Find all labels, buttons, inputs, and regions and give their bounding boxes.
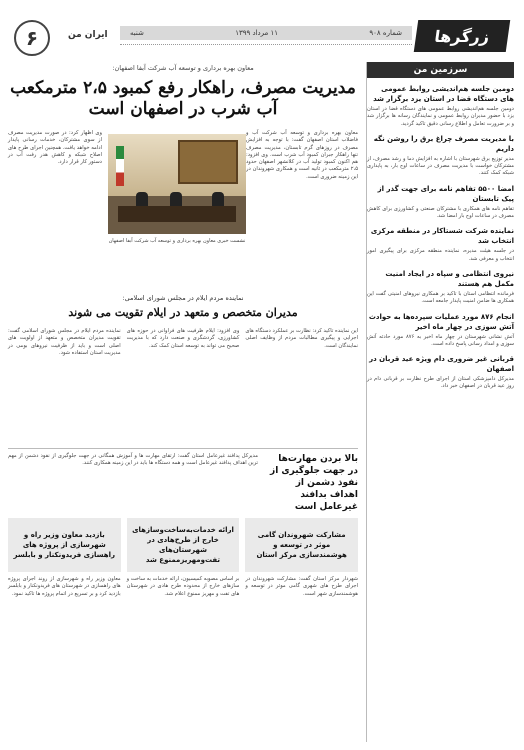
second-headline: مدیران متخصص و متعهد در ایلام تقویت می شوند xyxy=(68,306,298,319)
sidebar-article-body: دومین جلسه هم‌اندیشی روابط عمومی های دستگاه قضا در استان یزد با حضور مدیران روابط عمومی و نمایندگان رسانه ها برگزار شد و بر ضرورت تعامل و اطلاع رسانی دقیق تاکید گردید. xyxy=(367,106,514,127)
sidebar-article-headline: امضا ۵۵۰۰ تفاهم نامه برای جهت گذر از پیک تابستان xyxy=(377,184,514,203)
bottom-article-headline: بازدید معاون وزیر راه و شهرسازی از پروژه های راهسازی فریدونکنار و بابلسر xyxy=(8,518,121,572)
newspaper-logo: زرگرها xyxy=(414,20,510,52)
sidebar-article-body: تفاهم نامه های همکاری با مشترکان صنعتی و کشاورزی برای کاهش مصرف در ساعات اوج بار امضا شد. xyxy=(367,205,514,220)
lead-article-body: معاون بهره برداری و توسعه آب شرکت آب و فاضلاب استان اصفهان گفت: با توجه به افزایش مصرف در روزهای گرم تابستان، مدیریت مصرف تنها راهکار جبران کمبود آب شرب است. وی افزود: هم اکنون کمبود تولید آب در کلانشهر اصفهان حدود ۲،۵ مترمکعب در ثانیه است و همکاری شهروندان در این زمینه ضروری است. xyxy=(246,130,358,180)
sidebar-article-body: فرمانده انتظامی استان با تاکید بر همکاری نیروهای امنیتی گفت این همکاری ها ضامن امنیت پایدار جامعه است. xyxy=(367,290,514,305)
section-name: ایران من xyxy=(68,30,108,40)
bottom-article-headline: ارائه خدمات‌به‌ساخت‌وسازهای خارج از طرح‌هادی در شهرستان‌های تفت‌ومهریزممنوع شد xyxy=(127,518,240,572)
press-conference-photo xyxy=(108,134,246,234)
sidebar-article xyxy=(367,226,514,263)
third-article xyxy=(8,448,358,512)
issue-day: شنبه xyxy=(130,29,144,37)
sidebar-article-headline: دومین جلسه هم‌اندیشی روابط عمومی های دستگاه قضا در استان یزد برگزار شد xyxy=(373,85,514,103)
sidebar-article-headline: نماینده شرکت شستاکار در منطقه مرکزی انتخاب شد xyxy=(370,227,514,246)
second-kicker: نماینده مردم ایلام در مجلس شورای اسلامی: xyxy=(122,294,244,302)
bottom-article-body: شهردار مرکز استان گفت: مشارکت شهروندان در اجرای طرح های شهری گامی موثر در توسعه و هوشمندسازی شهر است. xyxy=(245,576,358,597)
bottom-article-headline: مشارکت شهروندان گامی موثر در توسعه و هوشمندسازی مرکز استان xyxy=(245,518,358,572)
lead-article-continued: وی اظهار کرد: در صورت مدیریت مصرف از سوی مشترکان، خدمات رسانی پایدار ادامه خواهد یافت. همچنین اجرای طرح های اصلاح شبکه و کاهش هدر رفت آب در دستور کار قرار دارد. xyxy=(8,130,102,166)
issue-number: شماره ۹۰۸ xyxy=(369,29,402,37)
bottom-articles xyxy=(8,518,358,750)
page-number: ۶ xyxy=(14,20,50,56)
sidebar-article xyxy=(367,354,514,391)
third-article-body: مدیرکل پدافند غیرعامل استان گفت: ارتقای مهارت ها و آموزش همگانی در جهت جلوگیری از نفوذ دشمن از مهم ترین اهداف پدافند غیرعامل است و همه دستگاه ها باید در این زمینه همکاری کنند. xyxy=(8,453,258,467)
wall-painting xyxy=(178,140,238,184)
sidebar-article xyxy=(367,269,514,306)
page-header xyxy=(8,20,516,60)
sidebar-article-body: مدیر توزیع برق شهرستان با اشاره به افزایش دما و رشد مصرف، از مشترکان خواست با مدیریت مصرف در ساعات اوج بار، به پایداری شبکه کمک کنند. xyxy=(367,155,514,177)
main-kicker: معاون بهره برداری و توسعه آب شرکت آبفا اصفهان: xyxy=(112,64,254,72)
sidebar-article-headline: قربانی غیر ضروری دام ویژه عید قربان در اصفهان xyxy=(369,355,514,374)
bottom-article xyxy=(127,518,240,750)
bottom-article xyxy=(245,518,358,750)
sidebar-article-headline: با مدیریت مصرف چراغ برق را روشن نگه داریم xyxy=(373,134,514,153)
issue-date: ۱۱ مرداد ۱۳۹۹ xyxy=(235,29,279,37)
flag-icon xyxy=(116,146,124,186)
sidebar-article-headline: انجام ۸۷۶ مورد عملیات سپرده‌ها به حوادث آتش سوزی در چهار ماه اخیر xyxy=(368,312,514,331)
sidebar-article-body: آتش نشانی شهرستان در چهار ماه اخیر به ۸۷۶ مورد حادثه آتش سوزی و امداد رسانی پاسخ داده است. xyxy=(367,333,515,347)
sidebar-article xyxy=(367,312,514,349)
third-headline: بالا بردن مهارت‌ها در جهت جلوگیری از نفوذ دشمن از اهداف بدافند غیرعامل است xyxy=(270,454,358,512)
sidebar-article-body: در جلسه هیئت مدیره، نماینده منطقه مرکزی برای پیگیری امور انتخاب و معرفی شد. xyxy=(367,248,514,262)
lead-article xyxy=(8,130,358,288)
article-column: این نماینده تاکید کرد: نظارت بر عملکرد دستگاه های اجرایی و پیگیری مطالبات مردم از وظایف اصلی نمایندگان است. xyxy=(245,328,358,349)
sidebar-article-body: مدیرکل دامپزشکی استان از اجرای طرح نظارت بر قربانی دام در روز عید قربان در اصفهان خبر داد. xyxy=(367,376,514,390)
bottom-article-body: بر اساس مصوبه کمیسیون، ارائه خدمات به ساخت و سازهای خارج از محدوده طرح هادی در شهرستان های تفت و مهریز ممنوع اعلام شد. xyxy=(126,576,240,597)
main-headline: مدیریت مصرف، راهکار رفع کمبود ۲،۵ مترمکعب آب شرب در اصفهان است xyxy=(10,78,356,119)
sidebar-article xyxy=(367,134,514,178)
dateline-bar xyxy=(120,26,412,40)
conference-table xyxy=(118,206,236,222)
article-column: نماینده مردم ایلام در مجلس شورای اسلامی گفت: تقویت مدیران متخصص و متعهد از اولویت های اصلی است و باید از ظرفیت نیروهای بومی در مدیریت استان استفاده شود. xyxy=(7,328,121,356)
header-divider xyxy=(120,44,412,45)
bottom-article-body: معاون وزیر راه و شهرسازی از روند اجرای پروژه های راهسازی در شهرستان های فریدونکنار و بابلسر بازدید کرد و بر تسریع در اتمام پروژه ها تاکید نمود. xyxy=(7,576,121,597)
sidebar-title: سرزمین من xyxy=(367,62,514,78)
sidebar-article xyxy=(367,84,514,128)
sidebar xyxy=(366,62,516,742)
sidebar-article-headline: نیروی انتظامی و سپاه در ایجاد امنیت مکمل هم هستند xyxy=(385,269,514,288)
article-column: وی افزود: ایلام ظرفیت های فراوانی در حوزه های کشاورزی، گردشگری و صنعت دارد که با مدیریت صحیح می تواند به توسعه استان کمک کند. xyxy=(126,328,240,349)
bottom-article xyxy=(8,518,121,750)
sidebar-article xyxy=(367,184,514,221)
main-content xyxy=(7,62,358,597)
photo-caption: نشست خبری معاون بهره برداری و توسعه آب شرکت آبفا اصفهان xyxy=(108,238,246,244)
second-article-columns xyxy=(8,328,358,438)
